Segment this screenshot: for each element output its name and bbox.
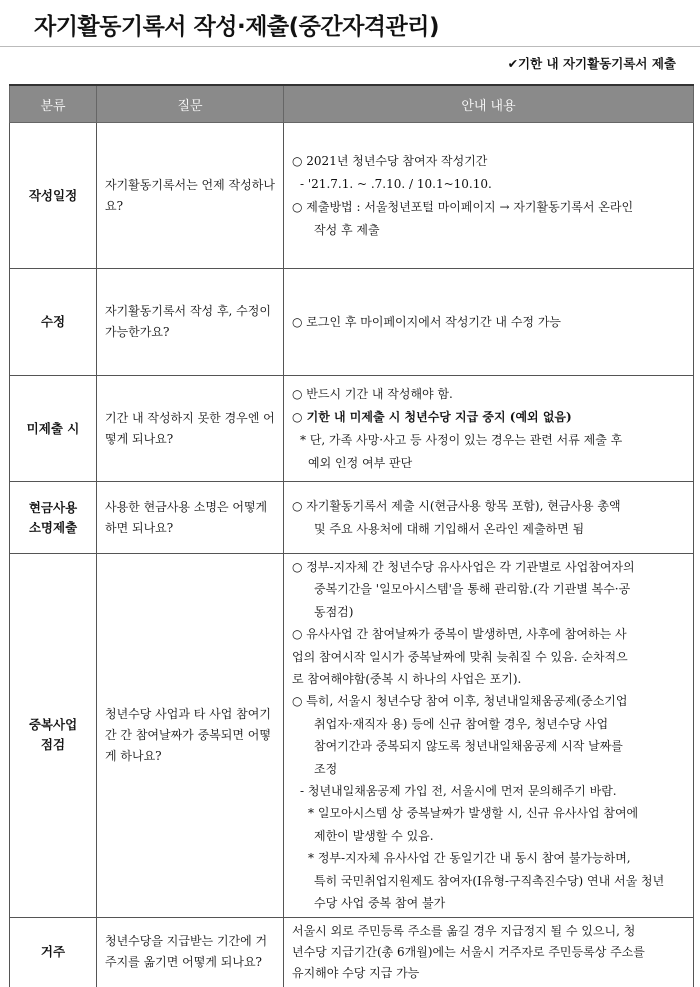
category-line: 중복사업 <box>28 717 78 733</box>
document-subtitle: ✔기한 내 자기활동기록서 제출 <box>507 56 676 71</box>
question-cell: 청년수당 사업과 타 사업 참여기간 간 참여날짜가 중복되면 어떻게 하나요? <box>97 554 284 918</box>
category-cell: 수정 <box>10 269 97 376</box>
answer-cell <box>284 123 694 269</box>
category-line: 현금사용 <box>28 499 78 515</box>
question-cell: 사용한 현금사용 소명은 어떻게 하면 되나요? <box>97 482 284 554</box>
question-cell: 기간 내 작성하지 못한 경우엔 어떻게 되나요? <box>97 376 284 482</box>
answer-line: 취업자·재직자 용) 등에 신규 참여할 경우, 청년수당 사업 <box>314 716 609 731</box>
answer-line-emphasis: ○ 기한 내 미제출 시 청년수당 지급 중지 (예외 없음) <box>292 409 572 424</box>
category-cell: 거주 <box>10 917 97 987</box>
answer-line: ○ 반드시 기간 내 작성해야 함. <box>292 386 453 401</box>
answer-line: 서울시 외로 주민등록 주소를 옮길 경우 지급정지 될 수 있으니, 청 <box>292 923 636 938</box>
answer-line: ○ 특히, 서울시 청년수당 참여 이후, 청년내일채움공제(중소기업 <box>292 694 628 709</box>
answer-cell <box>284 269 694 376</box>
answer-line: 참여기간과 중복되지 않도록 청년내일채움공제 시작 날짜를 <box>314 739 623 754</box>
answer-line: - '21.7.1. ~ .7.10. / 10.1~10.10. <box>300 176 492 191</box>
answer-line: 수당 사업 중복 참여 불가 <box>314 896 446 911</box>
answer-cell <box>284 917 694 987</box>
category-line: 소명제출 <box>28 519 78 535</box>
answer-line: 조정 <box>314 761 338 776</box>
answer-line: ○ 제출방법 : 서울청년포털 마이페이지 → 자기활동기록서 온라인 <box>292 199 634 214</box>
answer-cell <box>284 376 694 482</box>
answer-line: 업의 참여시작 일시가 중복날짜에 맞춰 늦춰질 수 있음. 순차적으 <box>292 649 628 664</box>
table-header-row <box>10 85 694 123</box>
table-row <box>10 123 694 269</box>
category-line: 점검 <box>40 737 66 753</box>
answer-line: ○ 자기활동기록서 제출 시(현금사용 항목 포함), 현금사용 총액 <box>292 498 621 513</box>
table-row <box>10 269 694 376</box>
answer-line: 작성 후 제출 <box>314 222 380 237</box>
answer-line: - 청년내일채움공제 가입 전, 서울시에 먼저 문의해주기 바람. <box>300 784 617 799</box>
faq-table <box>9 84 694 987</box>
header-category: 분류 <box>10 85 97 123</box>
category-cell: 작성일정 <box>10 123 97 269</box>
answer-line: 특히 국민취업지원제도 참여자(I유형-구직촉진수당) 연내 서울 청년 <box>314 873 665 888</box>
answer-line: * 단, 가족 사망·사고 등 사정이 있는 경우는 관련 서류 제출 후 <box>300 432 623 447</box>
answer-cell <box>284 482 694 554</box>
question-cell: 자기활동기록서 작성 후, 수정이 가능한가요? <box>97 269 284 376</box>
answer-line: 로 참여해야함(중복 시 하나의 사업은 포기). <box>292 672 522 687</box>
table-row <box>10 554 694 918</box>
document-title: 자기활동기록서 작성·제출(중간자격관리) <box>34 14 439 40</box>
answer-line: ○ 정부-지자체 간 청년수당 유사사업은 각 기관별로 사업참여자의 <box>292 560 635 574</box>
answer-line: * 정부-지자체 유사사업 간 동일기간 내 동시 참여 불가능하며, <box>308 851 631 866</box>
header-answer: 안내 내용 <box>284 85 694 123</box>
header-question: 질문 <box>97 85 284 123</box>
answer-line: 제한이 발생할 수 있음. <box>314 828 434 843</box>
table-row <box>10 376 694 482</box>
table-row <box>10 482 694 554</box>
answer-line: 유지해야 수당 지급 가능 <box>292 965 420 980</box>
question-cell: 자기활동기록서는 언제 작성하나요? <box>97 123 284 269</box>
answer-line: ○ 유사사업 간 참여날짜가 중복이 발생하면, 사후에 참여하는 사 <box>292 627 627 642</box>
answer-line: 중복기간을 '일모아시스템'을 통해 관리함.(각 기관별 복수·공 <box>314 582 631 597</box>
table-row <box>10 917 694 987</box>
category-cell <box>10 554 97 918</box>
category-cell: 미제출 시 <box>10 376 97 482</box>
title-divider <box>0 46 700 47</box>
category-cell <box>10 482 97 554</box>
answer-line: ○ 로그인 후 마이페이지에서 작성기간 내 수정 가능 <box>292 314 562 329</box>
question-cell: 청년수당을 지급받는 기간에 거주지를 옮기면 어떻게 되나요? <box>97 917 284 987</box>
answer-line: 및 주요 사용처에 대해 기입해서 온라인 제출하면 됨 <box>314 521 585 536</box>
answer-line: 동점검) <box>314 604 354 619</box>
answer-line: ○ 2021년 청년수당 참여자 작성기간 <box>292 153 488 168</box>
answer-line: * 일모아시스템 상 중복날짜가 발생할 시, 신규 유사사업 참여에 <box>308 806 639 821</box>
answer-line: 예외 인정 여부 판단 <box>308 455 413 470</box>
answer-cell <box>284 554 694 918</box>
answer-line: 년수당 지급기간(총 6개월)에는 서울시 거주자로 주민등록상 주소를 <box>292 944 645 959</box>
